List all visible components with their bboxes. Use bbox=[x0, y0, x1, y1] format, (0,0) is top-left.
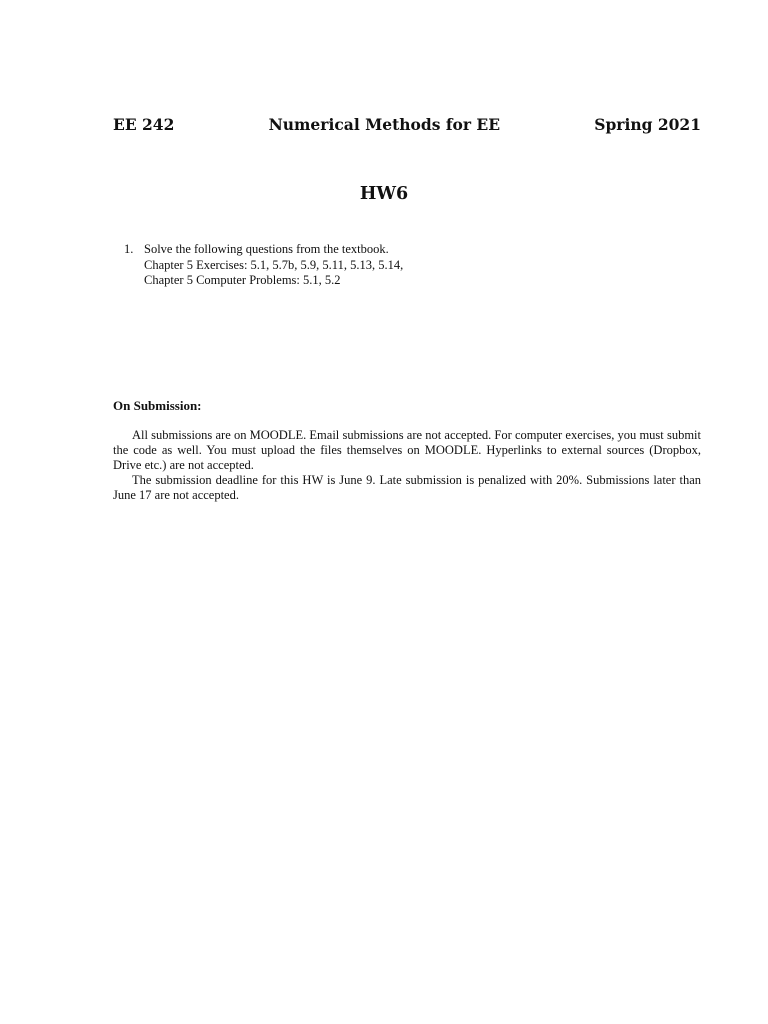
question-list bbox=[124, 242, 684, 289]
question-line-3: Chapter 5 Computer Problems: 5.1, 5.2 bbox=[144, 273, 341, 287]
page-header bbox=[113, 115, 701, 134]
submission-paragraph-2 bbox=[113, 473, 701, 503]
question-line-2: Chapter 5 Exercises: 5.1, 5.7b, 5.9, 5.11, 5.13, 5.14, bbox=[144, 257, 404, 272]
submission-paragraph-1-text: All submissions are on MOODLE. Email submissions are not accepted. For computer exercises, you must submit the code as well. You must upload the files themselves on MOODLE. Hyperlinks to external sources (Dropbox, Drive etc.) are not accepted. bbox=[113, 428, 701, 472]
course-code: EE 242 bbox=[113, 115, 175, 134]
question-text bbox=[144, 242, 403, 289]
submission-paragraph-2-text: The submission deadline for this HW is June 9. Late submission is penalized with 20%. Submissions later than June 17 are not accepted. bbox=[113, 473, 701, 502]
submission-heading: On Submission: bbox=[113, 398, 202, 413]
submission-paragraph-1 bbox=[113, 428, 701, 473]
question-number: 1. bbox=[124, 242, 134, 256]
question-line-1: Solve the following questions from the textbook. bbox=[144, 242, 389, 256]
term: Spring 2021 bbox=[594, 115, 701, 134]
question-item bbox=[124, 242, 684, 289]
course-title: Numerical Methods for EE bbox=[268, 115, 501, 134]
homework-title: HW6 bbox=[359, 184, 409, 204]
